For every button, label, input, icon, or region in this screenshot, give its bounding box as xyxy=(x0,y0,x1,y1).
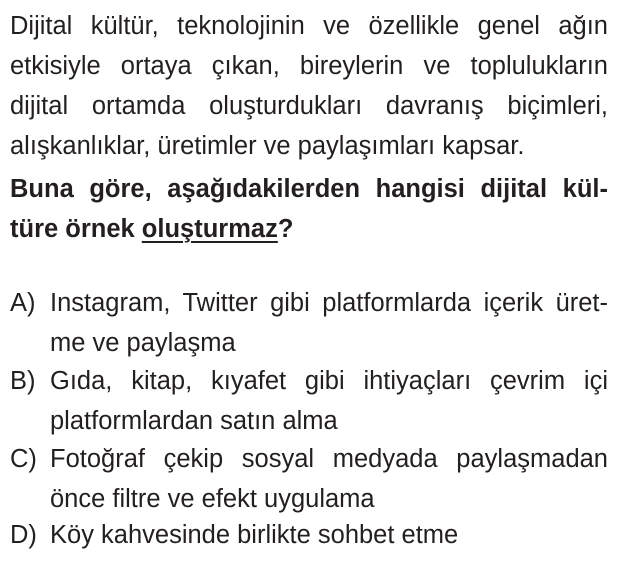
option-letter: A) xyxy=(10,289,36,317)
question-prefix: türe örnek xyxy=(10,215,142,243)
option-c[interactable] xyxy=(10,444,608,474)
option-letter: D) xyxy=(10,521,37,549)
passage-line: alışkanlıklar, üretimler ve paylaşımları kapsar. xyxy=(10,132,525,160)
option-c-continuation: önce filtre ve efekt uygulama xyxy=(50,485,375,513)
option-d[interactable] xyxy=(10,520,458,550)
passage-line: Dijital kültür, teknolojinin ve özellikle genel ağın xyxy=(10,12,608,40)
option-b-continuation: platformlardan satın alma xyxy=(50,407,338,435)
option-a-continuation: me ve paylaşma xyxy=(50,329,236,357)
question-line: Buna göre, aşağıdakilerden hangisi dijital kül- xyxy=(10,175,608,203)
question-line xyxy=(10,214,293,244)
option-b[interactable] xyxy=(10,366,608,396)
passage-line: etkisiyle ortaya çıkan, bireylerin ve toplulukların xyxy=(10,52,608,80)
option-text: Köy kahvesinde birlikte sohbet etme xyxy=(50,521,459,549)
option-a[interactable] xyxy=(10,288,608,318)
option-text: Gıda, kitap, kıyafet gibi ihtiyaçları çevrim içi xyxy=(50,367,608,395)
passage-line: dijital ortamda oluşturdukları davranış biçimleri, xyxy=(10,92,608,120)
question-suffix: ? xyxy=(277,215,294,243)
negation-keyword: oluşturmaz xyxy=(141,215,278,243)
option-letter: B) xyxy=(10,367,36,395)
option-text: Fotoğraf çekip sosyal medyada paylaşmadan xyxy=(50,445,608,473)
option-letter: C) xyxy=(10,445,37,473)
option-text: Instagram, Twitter gibi platformlarda içerik üret- xyxy=(50,289,608,317)
